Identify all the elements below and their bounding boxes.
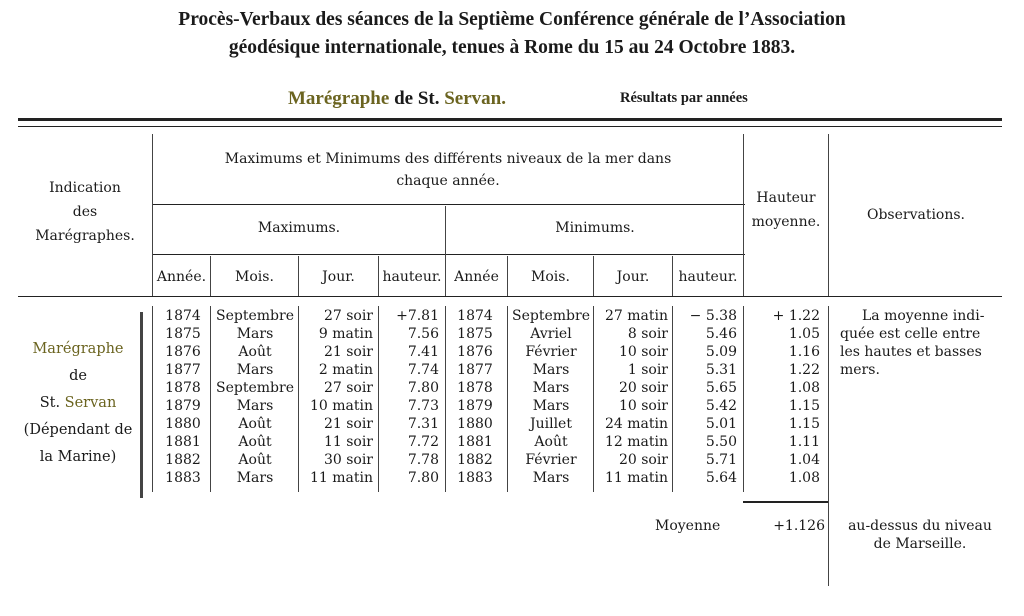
max-month: Mars [236, 398, 274, 414]
min-month: Septembre [512, 308, 590, 324]
max-month: Mars [236, 362, 274, 378]
max-year: 1882 [165, 452, 201, 468]
observation-line: quée est celle entre [840, 326, 981, 342]
col-header-annee: Année. [156, 269, 207, 285]
observation-line: La moyenne indi- [862, 308, 985, 324]
min-height: 5.01 [705, 416, 737, 432]
max-year: 1881 [165, 434, 201, 450]
station-line: la Marine) [39, 449, 117, 465]
col-divider [743, 134, 744, 296]
max-year: 1874 [165, 308, 201, 324]
max-height: 7.72 [407, 434, 439, 450]
mean-height: 1.08 [788, 470, 820, 486]
moyenne-note [832, 517, 1008, 553]
min-year: 1877 [457, 362, 493, 378]
hauteur-line: Hauteur [756, 190, 816, 206]
table-row [0, 469, 1024, 487]
max-day: 9 matin [318, 326, 373, 342]
table-row [0, 451, 1024, 469]
col-header-mois: Mois. [235, 269, 274, 285]
max-year: 1883 [165, 470, 201, 486]
min-day: 1 soir [627, 362, 668, 378]
mean-height: 1.11 [788, 434, 820, 450]
min-year: 1880 [457, 416, 493, 432]
min-month: Août [534, 434, 568, 450]
min-day: 24 matin [604, 416, 668, 432]
min-month: Mars [532, 470, 570, 486]
min-height: 5.42 [705, 398, 737, 414]
observations-text [840, 307, 1004, 379]
min-day: 8 soir [627, 326, 668, 342]
max-day: 21 soir [323, 344, 373, 360]
max-month: Août [238, 434, 272, 450]
min-day: 10 soir [618, 344, 668, 360]
min-height: 5.50 [705, 434, 737, 450]
min-day: 27 matin [604, 308, 668, 324]
min-day: 20 soir [618, 380, 668, 396]
col-header-mois-min: Mois. [531, 269, 570, 285]
min-height: 5.64 [705, 470, 737, 486]
mean-height: 1.15 [788, 398, 820, 414]
indication-line: des [72, 204, 98, 220]
min-height: 5.31 [705, 362, 737, 378]
max-month: Septembre [216, 308, 294, 324]
max-month: Mars [236, 470, 274, 486]
min-month: Mars [532, 362, 570, 378]
group-rule [152, 204, 745, 205]
max-year: 1875 [165, 326, 201, 342]
station-line: Marégraphe [32, 341, 124, 357]
col-header-hauteur-min: hauteur. [678, 269, 738, 285]
min-year: 1878 [457, 380, 493, 396]
min-height: 5.65 [705, 380, 737, 396]
max-month: Septembre [216, 380, 294, 396]
min-height: 5.09 [705, 344, 737, 360]
observations-header: Observations. [866, 207, 966, 223]
header-bottom-rule [18, 296, 1002, 297]
observation-line: les hautes et basses [840, 344, 982, 360]
max-month: Août [238, 452, 272, 468]
subgroup-rule [152, 254, 745, 255]
max-day: 30 soir [323, 452, 373, 468]
moyenne-label: Moyenne [655, 518, 721, 534]
max-year: 1876 [165, 344, 201, 360]
min-year: 1876 [457, 344, 493, 360]
max-day: 21 soir [323, 416, 373, 432]
max-height: 7.74 [407, 362, 439, 378]
max-height: +7.81 [396, 308, 439, 324]
top-rule-thin [18, 126, 1002, 127]
title-line-2: géodésique internationale, tenues à Rome du 15 au 24 Octobre 1883. [228, 37, 796, 58]
col-header-jour-min: Jour. [616, 269, 650, 285]
mean-height: 1.08 [788, 380, 820, 396]
min-day: 12 matin [604, 434, 668, 450]
table-row [0, 433, 1024, 451]
group-header-line: chaque année. [396, 173, 500, 189]
indication-line: Indication [49, 180, 121, 196]
min-month: Février [525, 452, 577, 468]
min-height: − 5.38 [689, 308, 737, 324]
minimums-header: Minimums. [555, 220, 635, 236]
max-day: 11 soir [323, 434, 373, 450]
de-st-word: de St. [394, 88, 440, 109]
indication-line: Marégraphes. [35, 228, 135, 244]
min-day: 11 matin [604, 470, 668, 486]
mean-height: 1.15 [788, 416, 820, 432]
max-month: Août [238, 344, 272, 360]
max-height: 7.80 [407, 470, 439, 486]
min-day: 20 soir [618, 452, 668, 468]
min-day: 10 soir [618, 398, 668, 414]
title-line-1: Procès-Verbaux des séances de la Septième Conférence générale de l’Association [178, 9, 846, 30]
observation-line: mers. [840, 362, 880, 378]
min-height: 5.71 [705, 452, 737, 468]
max-year: 1877 [165, 362, 201, 378]
col-header-hauteur: hauteur. [382, 269, 442, 285]
min-year: 1875 [457, 326, 493, 342]
min-year: 1882 [457, 452, 493, 468]
maregraphe-word: Marégraphe [288, 88, 390, 109]
max-day: 27 soir [323, 308, 373, 324]
max-height: 7.56 [407, 326, 439, 342]
top-rule [18, 118, 1002, 121]
note-line: au-dessus du niveau [848, 518, 992, 534]
col-header-annee-min: Année [454, 269, 499, 285]
max-day: 10 matin [309, 398, 373, 414]
note-line: de Marseille. [873, 536, 967, 552]
max-day: 11 matin [309, 470, 373, 486]
min-height: 5.46 [705, 326, 737, 342]
station-line: de [69, 368, 87, 384]
moyenne-line: moyenne. [751, 214, 821, 230]
moyenne-value: +1.126 [773, 518, 825, 534]
station-servan: Servan [64, 395, 117, 411]
mean-height: 1.04 [788, 452, 820, 468]
max-height: 7.80 [407, 380, 439, 396]
table-row [0, 397, 1024, 415]
indication-header [20, 176, 150, 248]
max-month: Août [238, 416, 272, 432]
table-row [0, 379, 1024, 397]
hauteur-moyenne-header [745, 186, 827, 234]
max-height: 7.78 [407, 452, 439, 468]
max-height: 7.41 [407, 344, 439, 360]
min-year: 1879 [457, 398, 493, 414]
table-subheading [0, 88, 1024, 112]
max-year: 1878 [165, 380, 201, 396]
min-month: Avriel [530, 326, 572, 342]
document-title [0, 6, 1024, 62]
results-label: Résultats par années [620, 90, 748, 106]
max-day: 27 soir [323, 380, 373, 396]
servan-word: Servan. [444, 88, 506, 109]
max-year: 1880 [165, 416, 201, 432]
table-row [0, 415, 1024, 433]
max-day: 2 matin [318, 362, 373, 378]
min-year: 1881 [457, 434, 493, 450]
max-month: Mars [236, 326, 274, 342]
station-line: (Dépendant de [23, 422, 133, 438]
max-year: 1879 [165, 398, 201, 414]
maximums-header: Maximums. [257, 220, 341, 236]
station-st: St. [39, 395, 61, 411]
col-divider [828, 134, 829, 296]
mean-height: 1.05 [788, 326, 820, 342]
min-month: Mars [532, 380, 570, 396]
min-month: Février [525, 344, 577, 360]
max-height: 7.31 [407, 416, 439, 432]
mean-total-rule [743, 501, 828, 503]
min-month: Mars [532, 398, 570, 414]
min-year: 1874 [457, 308, 493, 324]
mean-height: 1.22 [788, 362, 820, 378]
max-height: 7.73 [407, 398, 439, 414]
mean-height: + 1.22 [772, 308, 820, 324]
station-title [288, 88, 506, 110]
mean-height: 1.16 [788, 344, 820, 360]
col-header-jour: Jour. [322, 269, 355, 285]
group-header-line: Maximums et Minimums des différents niveaux de la mer dans [224, 151, 672, 167]
group-header [154, 148, 742, 192]
min-year: 1883 [457, 470, 493, 486]
min-month: Juillet [530, 416, 572, 432]
